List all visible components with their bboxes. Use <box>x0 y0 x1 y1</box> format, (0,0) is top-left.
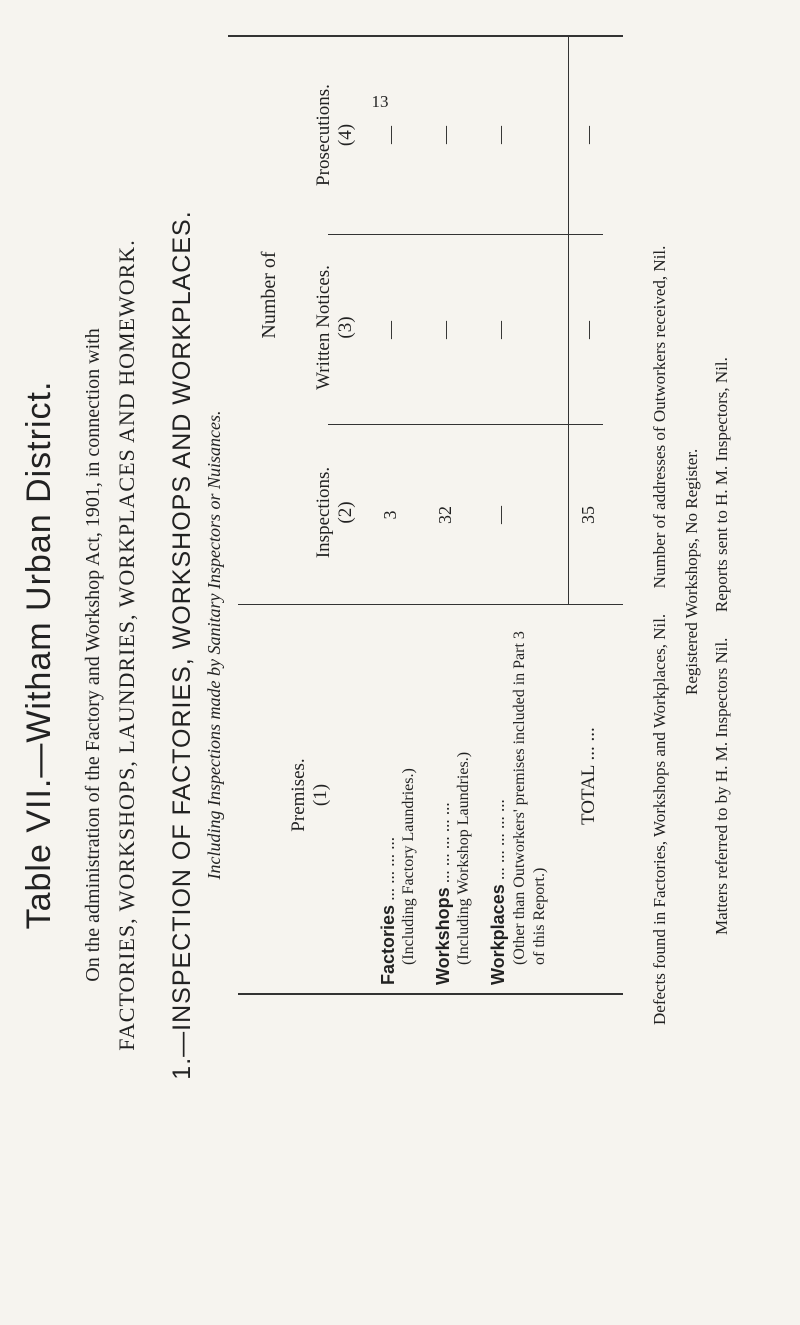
column-divider-1 <box>238 604 623 605</box>
cell-workshops-notices: — <box>435 321 455 339</box>
notices-header: Written Notices. (3) <box>313 265 356 390</box>
total-row-rule <box>568 37 569 605</box>
section-heading: 1.—INSPECTION OF FACTORIES, WORKSHOPS AND WORKPLACES. <box>168 210 196 1080</box>
column-divider-3 <box>328 234 603 235</box>
cell-workshops-inspections: 32 <box>435 506 455 524</box>
cell-total-notices: — <box>578 321 598 339</box>
page-number: 13 <box>371 92 389 111</box>
table-title: Table VII.—Witham Urban District. <box>20 380 58 930</box>
inspection-table <box>228 0 633 995</box>
inspections-header: Inspections. (2) <box>313 466 356 559</box>
cell-workshops-prosecutions: — <box>435 126 455 144</box>
cell-workplaces-inspections: — <box>490 506 510 524</box>
row-sub-workshops: (Including Workshop Laundries.) <box>455 751 472 965</box>
cell-workplaces-notices: — <box>490 321 510 339</box>
table-row-total: TOTAL ... ... <box>578 727 599 825</box>
subtitle-line-1: On the administration of the Factory and Workshop Act, 1901, in connection with <box>82 328 104 982</box>
prosecutions-header: Prosecutions. (4) <box>313 84 356 186</box>
cell-total-prosecutions: — <box>578 126 598 144</box>
column-divider-2 <box>328 424 603 425</box>
table-row-workplaces: Workplaces ... ... ... ... ... <box>488 799 508 985</box>
row-sub-workplaces: (Other than Outworkers' premises included in Part 3 of this Report.) <box>511 631 548 965</box>
table-border-right <box>228 35 623 37</box>
cell-factories-inspections: 3 <box>380 510 400 520</box>
cell-workplaces-prosecutions: — <box>490 126 510 144</box>
cell-factories-notices: — <box>380 321 400 339</box>
number-of-header: Number of <box>258 251 280 339</box>
footer-line-3: Matters referred to by H. M. Inspectors Nil. Reports sent to H. M. Inspectors, Nil. <box>712 357 731 935</box>
table-border-left <box>238 993 623 995</box>
premises-header: Premises. (1) <box>288 758 331 832</box>
table-row-workshops: Workshops ... ... ... ... ... <box>433 802 453 985</box>
subtitle-line-2: FACTORIES, WORKSHOPS, LAUNDRIES, WORKPLACES AND HOMEWORK. <box>114 239 139 1051</box>
cell-total-inspections: 35 <box>578 506 598 524</box>
footer-line-2: Registered Workshops, No Register. <box>682 448 701 695</box>
cell-factories-prosecutions: — <box>380 126 400 144</box>
section-note: Including Inspections made by Sanitary Inspectors or Nuisances. <box>204 410 224 880</box>
row-sub-factories: (Including Factory Laundries.) <box>400 768 417 965</box>
footer-line-1: Defects found in Factories, Workshops and Workplaces, Nil. Number of addresses of Outworkers received, Nil. <box>650 245 669 1025</box>
table-row-factories: Factories ... ... ... ... <box>378 836 398 985</box>
